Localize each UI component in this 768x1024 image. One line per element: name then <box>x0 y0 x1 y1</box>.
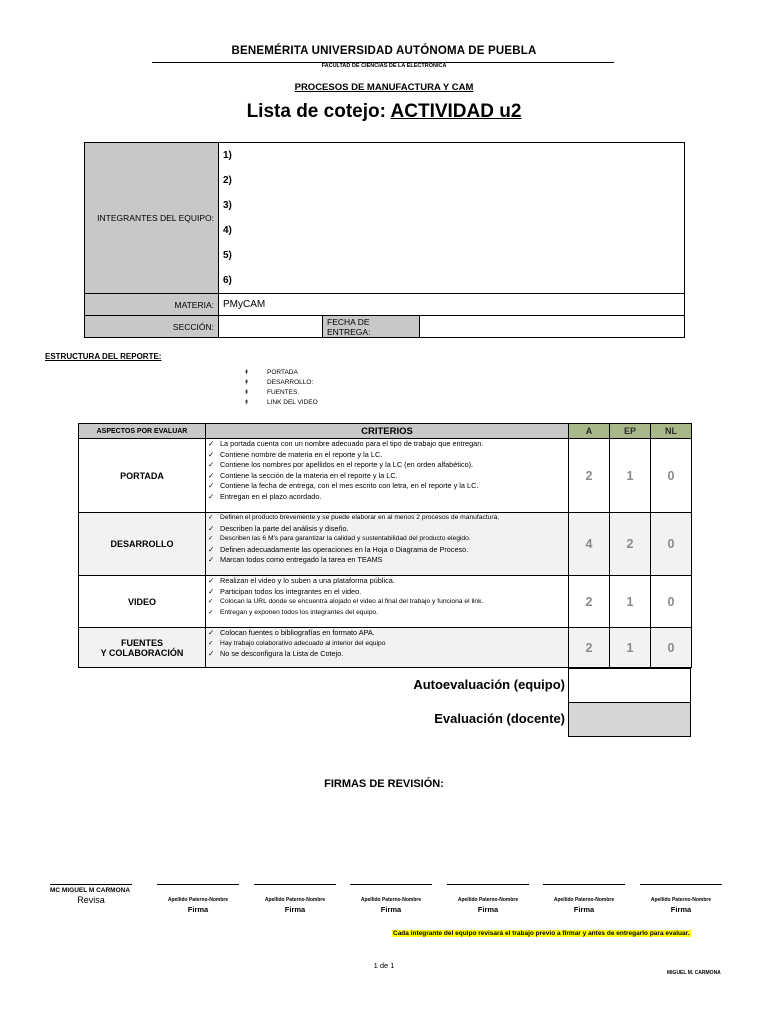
reviewer-role: Revisa <box>77 895 105 905</box>
criterion: ✓ Contiene los nombres por apellidos en el reporte y la LC (en orden alfabético). <box>208 460 474 469</box>
criteria-table <box>78 423 692 668</box>
check-icon: ✓ <box>208 481 215 490</box>
member-name-placeholder: Apellido Paterno-Nombre <box>553 897 615 903</box>
check-icon: ✓ <box>208 639 214 647</box>
criteria-row-desarrollo <box>79 513 692 576</box>
member-name-placeholder: Apellido Paterno-Nombre <box>650 897 712 903</box>
arrow-bullet-icon: ⯒ <box>245 369 249 376</box>
criterion: ✓ Entregan y exponen todos los integrantes del equipo. <box>208 608 568 619</box>
member-role: Firma <box>284 905 306 914</box>
highlighted-note: Cada integrante del equipo revisará el trabajo previo a firmar y antes de entregarlo para evaluar. <box>393 930 690 937</box>
score-a: 2 <box>569 576 610 628</box>
teacher-evaluation-field[interactable] <box>568 702 691 737</box>
member-name-placeholder: Apellido Paterno-Nombre <box>167 897 229 903</box>
fecha-label: FECHA DE ENTREGA: <box>323 316 420 338</box>
member-role: Firma <box>477 905 499 914</box>
check-icon: ✓ <box>208 460 215 469</box>
criterion: ✓ Describen las 6 M's para garantizar la calidad y sustentabilidad del producto elegido. <box>208 534 568 545</box>
self-evaluation-field[interactable] <box>568 668 691 704</box>
signature-line <box>447 884 529 885</box>
criterion: ✓ No se desconfigura la Lista de Cotejo. <box>208 649 344 658</box>
score-nl: 0 <box>651 628 692 668</box>
score-nl: 0 <box>651 439 692 513</box>
university-name: BENEMÉRITA UNIVERSIDAD AUTÓNOMA DE PUEBLA <box>231 45 537 57</box>
check-icon: ✓ <box>208 449 215 459</box>
member-signature[interactable] <box>640 884 722 914</box>
criterion: ✓ Definen el producto brevemente y se puede elaborar en al menos 2 procesos de manufactura. <box>208 513 568 524</box>
score-ep: 1 <box>610 628 651 668</box>
criterion: ✓ Contiene nombre de materia en el reporte y la LC. <box>208 449 383 459</box>
criteria-cell <box>206 576 569 628</box>
fecha-value[interactable] <box>420 316 685 338</box>
materia-value[interactable]: PMyCAM <box>219 294 685 316</box>
team-label: INTEGRANTES DEL EQUIPO: <box>85 143 219 294</box>
criterion: ✓ Describen la parte del análisis y diseño. <box>208 523 349 533</box>
check-icon: ✓ <box>208 439 215 448</box>
score-a: 4 <box>569 513 610 576</box>
score-ep: 1 <box>610 576 651 628</box>
criterion: ✓ Hay trabajo colaborativo adecuado al interior del equipo <box>208 639 568 650</box>
criterion: ✓ Participan todos los integrantes en el video. <box>208 586 362 596</box>
signature-line <box>543 884 625 885</box>
member-role: Firma <box>380 905 402 914</box>
header-aspects: ASPECTOS POR EVALUAR <box>79 424 206 439</box>
member-role: Firma <box>670 905 692 914</box>
score-ep: 2 <box>610 513 651 576</box>
faculty-name: FACULTAD DE CIENCIAS DE LA ELECTRÓNICA <box>321 63 447 69</box>
signature-line <box>640 884 722 885</box>
member-signature[interactable] <box>543 884 625 914</box>
criterion: ✓ Contiene la fecha de entrega, con el mes escrito con letra, en el reporte y la LC. <box>208 481 479 490</box>
member-signature[interactable] <box>157 884 239 914</box>
team-member-5[interactable]: 5) <box>219 243 685 268</box>
team-member-6[interactable]: 6) <box>219 268 685 294</box>
page-number: 1 de 1 <box>373 961 395 970</box>
criterion: ✓ Entregan en el plazo acordado. <box>208 491 322 501</box>
member-signature[interactable] <box>447 884 529 914</box>
signature-line <box>350 884 432 885</box>
title-activity: ACTIVIDAD u2 <box>390 101 522 122</box>
arrow-bullet-icon: ⯒ <box>245 399 249 406</box>
criteria-cell <box>206 513 569 576</box>
signature-line <box>157 884 239 885</box>
seccion-label: SECCIÓN: <box>85 316 219 338</box>
signature-line <box>50 884 132 885</box>
check-icon: ✓ <box>208 544 215 554</box>
header-criteria: CRITERIOS <box>206 424 569 439</box>
self-evaluation-label: Autoevaluación (equipo) <box>413 677 565 692</box>
reviewer-name: MC MIGUEL M CARMONA <box>50 887 131 894</box>
criteria-row-portada <box>79 439 692 513</box>
page-title <box>0 101 768 123</box>
check-icon: ✓ <box>208 514 214 521</box>
reviewer-signature[interactable] <box>50 884 132 905</box>
team-member-3[interactable]: 3) <box>219 193 685 218</box>
criteria-cell <box>206 439 569 513</box>
team-table <box>84 142 685 338</box>
aspect-cell <box>79 628 206 668</box>
check-icon: ✓ <box>208 523 215 533</box>
structure-item: ⯒ DESARROLLO: <box>245 379 314 386</box>
criterion: ✓ Definen adecuadamente las operaciones en la Hoja o Diagrama de Proceso. <box>208 544 469 554</box>
structure-title: ESTRUCTURA DEL REPORTE: <box>45 352 162 361</box>
score-a: 2 <box>569 439 610 513</box>
aspect-line: Y COLABORACIÓN <box>100 647 184 658</box>
check-icon: ✓ <box>208 598 214 605</box>
structure-item: ⯒ FUENTES. <box>245 389 300 396</box>
footer-author: MIGUEL M. CARMONA <box>667 970 721 976</box>
criteria-cell <box>206 628 569 668</box>
criterion: ✓ Colocan la URL donde se encuentra alojado el video al final del trabajo y funciona el link. <box>208 597 568 608</box>
materia-label: MATERIA: <box>85 294 219 316</box>
criteria-row-video <box>79 576 692 628</box>
teacher-evaluation-label: Evaluación (docente) <box>434 711 565 726</box>
score-ep: 1 <box>610 439 651 513</box>
signature-line <box>254 884 336 885</box>
structure-item: ⯒ LINK DEL VIDEO <box>245 399 318 406</box>
header-ep: EP <box>610 424 651 439</box>
arrow-bullet-icon: ⯒ <box>245 379 249 386</box>
title-prefix: Lista de cotejo: <box>246 101 386 122</box>
structure-list <box>245 368 318 408</box>
score-nl: 0 <box>651 513 692 576</box>
aspect-cell: PORTADA <box>79 439 206 513</box>
member-role: Firma <box>187 905 209 914</box>
criterion: ✓ La portada cuenta con un nombre adecuado para el tipo de trabajo que entregan. <box>208 439 484 448</box>
check-icon: ✓ <box>208 586 215 596</box>
team-member-1[interactable]: 1) <box>219 143 685 169</box>
course-name: PROCESOS DE MANUFACTURA Y CAM <box>294 82 474 93</box>
check-icon: ✓ <box>208 491 215 501</box>
aspect-line: FUENTES <box>120 637 163 648</box>
check-icon: ✓ <box>208 576 215 585</box>
member-signature[interactable] <box>254 884 336 914</box>
score-nl: 0 <box>651 576 692 628</box>
signatures-title: FIRMAS DE REVISIÓN: <box>324 778 444 790</box>
member-role: Firma <box>573 905 595 914</box>
seccion-value[interactable] <box>219 316 323 338</box>
header-a: A <box>569 424 610 439</box>
check-icon: ✓ <box>208 649 215 658</box>
criterion: ✓ Colocan fuentes o bibliografías en formato APA. <box>208 628 375 637</box>
member-name-placeholder: Apellido Paterno-Nombre <box>264 897 326 903</box>
criterion: ✓ Marcan todos como entregado la tarea en TEAMS <box>208 555 383 564</box>
structure-item: ⯒ PORTADA <box>245 369 298 376</box>
check-icon: ✓ <box>208 535 214 542</box>
check-icon: ✓ <box>208 555 215 564</box>
team-member-2[interactable]: 2) <box>219 168 685 193</box>
criteria-row-fuentes <box>79 628 692 668</box>
team-member-4[interactable]: 4) <box>219 218 685 243</box>
check-icon: ✓ <box>208 470 215 480</box>
check-icon: ✓ <box>208 608 214 616</box>
arrow-bullet-icon: ⯒ <box>245 389 249 396</box>
member-signature[interactable] <box>350 884 432 914</box>
header-nl: NL <box>651 424 692 439</box>
aspect-cell: VIDEO <box>79 576 206 628</box>
member-name-placeholder: Apellido Paterno-Nombre <box>360 897 422 903</box>
criterion: ✓ Realizan el video y lo suben a una plataforma pública. <box>208 576 395 585</box>
criterion: ✓ Contiene la sección de la materia en el reporte y la LC. <box>208 470 398 480</box>
check-icon: ✓ <box>208 628 215 637</box>
member-name-placeholder: Apellido Paterno-Nombre <box>457 897 519 903</box>
aspect-cell: DESARROLLO <box>79 513 206 576</box>
score-a: 2 <box>569 628 610 668</box>
